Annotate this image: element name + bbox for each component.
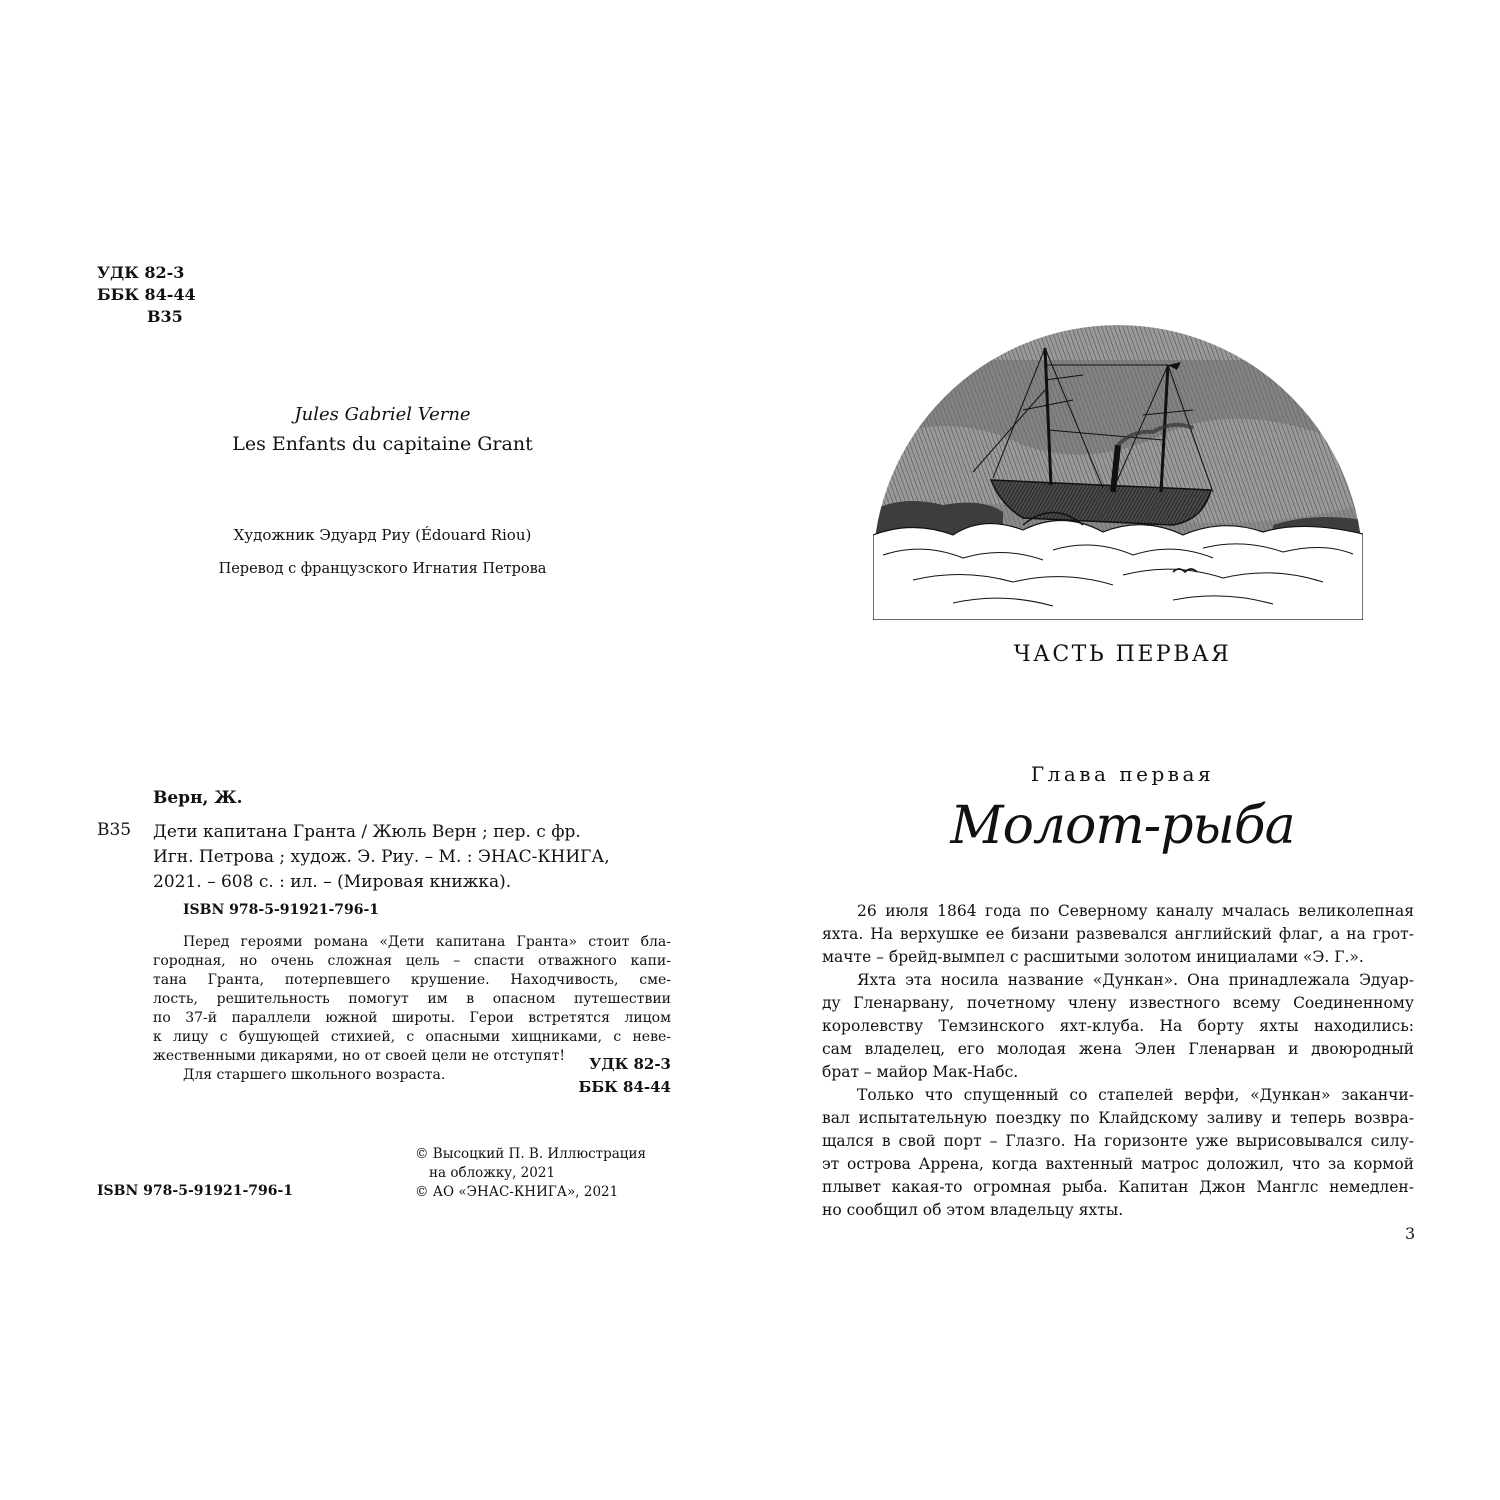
body-line: ду Гленарвану, почетному члену известного всему Соединенному	[822, 994, 1414, 1012]
body-line: вал испытательную поездку по Клайдскому заливу и теперь возвра-	[822, 1109, 1414, 1127]
copyright-line: © Высоцкий П. В. Иллюстрация	[415, 1146, 647, 1162]
body-line: Яхта эта носила название «Дункан». Она принадлежала Эдуар-	[857, 971, 1414, 989]
body-line: брат – майор Мак-Набс.	[822, 1063, 1019, 1081]
annotation-line: тана Гранта, потерпевшего крушение. Находчивость, сме-	[153, 972, 671, 988]
catalog-isbn: ISBN 978-5-91921-796-1	[183, 902, 380, 918]
annotation-line: жественными дикарями, но от своей цели не отступят!	[153, 1048, 565, 1064]
translation-credit: Перевод с французского Игнатия Петрова	[218, 561, 547, 577]
catalog-author-heading: Верн, Ж.	[153, 788, 243, 808]
copyright-line: © АО «ЭНАС-КНИГА», 2021	[415, 1184, 619, 1200]
annotation-line: городная, но очень сложная цель – спасти отважного капи-	[153, 953, 671, 969]
catalog-code: В35	[97, 820, 132, 840]
artist-credit: Художник Эдуард Риу (Édouard Riou)	[233, 526, 532, 544]
body-line: сам владелец, его молодая жена Элен Гленарван и двоюродный	[822, 1040, 1414, 1058]
body-line: но сообщил об этом владельцу яхты.	[822, 1201, 1124, 1219]
udk-code: УДК 82-3	[97, 263, 185, 282]
copyright-line: на обложку, 2021	[429, 1165, 556, 1181]
copyright-notice	[415, 1145, 646, 1202]
body-line: 26 июля 1864 года по Северному каналу мчалась великолепная	[857, 902, 1414, 920]
body-line: мачте – брейд-вымпел с расшитыми золотом инициалами «Э. Г.».	[822, 948, 1364, 966]
chapter-page	[750, 0, 1500, 1500]
original-title: Les Enfants du capitaine Grant	[232, 433, 533, 455]
audience-note: Для старшего школьного возраста.	[183, 1067, 446, 1083]
annotation-line: по 37-й параллели южной широты. Герои встретятся лицом	[153, 1010, 671, 1026]
page-number: 3	[1405, 1224, 1416, 1243]
body-line: Только что спущенный со стапелей верфи, «Дункан» заканчи-	[857, 1086, 1414, 1104]
isbn: ISBN 978-5-91921-796-1	[97, 1183, 294, 1199]
part-title: ЧАСТЬ ПЕРВАЯ	[1013, 642, 1232, 667]
annotation-line: лость, решительность помогут им в опасном путешествии	[153, 991, 671, 1007]
annotation-line: Перед героями романа «Дети капитана Гранта» стоит бла-	[183, 934, 671, 950]
ship-engraving-illustration	[873, 320, 1363, 620]
biblio-line: 2021. – 608 с. : ил. – (Мировая книжка).	[153, 872, 512, 892]
bbk-code: ББК 84-44	[578, 1078, 671, 1096]
chapter-body	[822, 900, 1414, 1222]
classification-codes	[97, 262, 196, 328]
classification-codes-right	[579, 1053, 671, 1099]
bibliographic-description	[153, 820, 673, 895]
body-line: плывет какая-то огромная рыба. Капитан Джон Манглс немедлен-	[822, 1178, 1414, 1196]
biblio-line: Дети капитана Гранта / Жюль Верн ; пер. с фр.	[153, 822, 581, 842]
chapter-number: Глава первая	[1030, 762, 1215, 786]
body-line: королевству Темзинского яхт-клуба. На борту яхты находились:	[822, 1017, 1414, 1035]
original-author: Jules Gabriel Verne	[294, 404, 471, 425]
bbk-code: ББК 84-44	[97, 285, 196, 304]
biblio-line: Игн. Петрова ; худож. Э. Риу. – М. : ЭНАС-КНИГА,	[153, 847, 610, 867]
body-line: щался в свой порт – Глазго. На горизонте уже вырисовывался силу-	[822, 1132, 1414, 1150]
annotation-line: к лицу с бушующей стихией, с опасными хищниками, с неве-	[153, 1029, 671, 1045]
udk-code: УДК 82-3	[589, 1055, 671, 1073]
author-sign: В35	[147, 307, 183, 326]
body-line: яхта. На верхушке ее бизани развевался английский флаг, а на грот-	[822, 925, 1414, 943]
chapter-title: Молот-рыба	[950, 796, 1295, 856]
body-line: эт острова Аррена, когда вахтенный матрос доложил, что за кормой	[822, 1155, 1414, 1173]
